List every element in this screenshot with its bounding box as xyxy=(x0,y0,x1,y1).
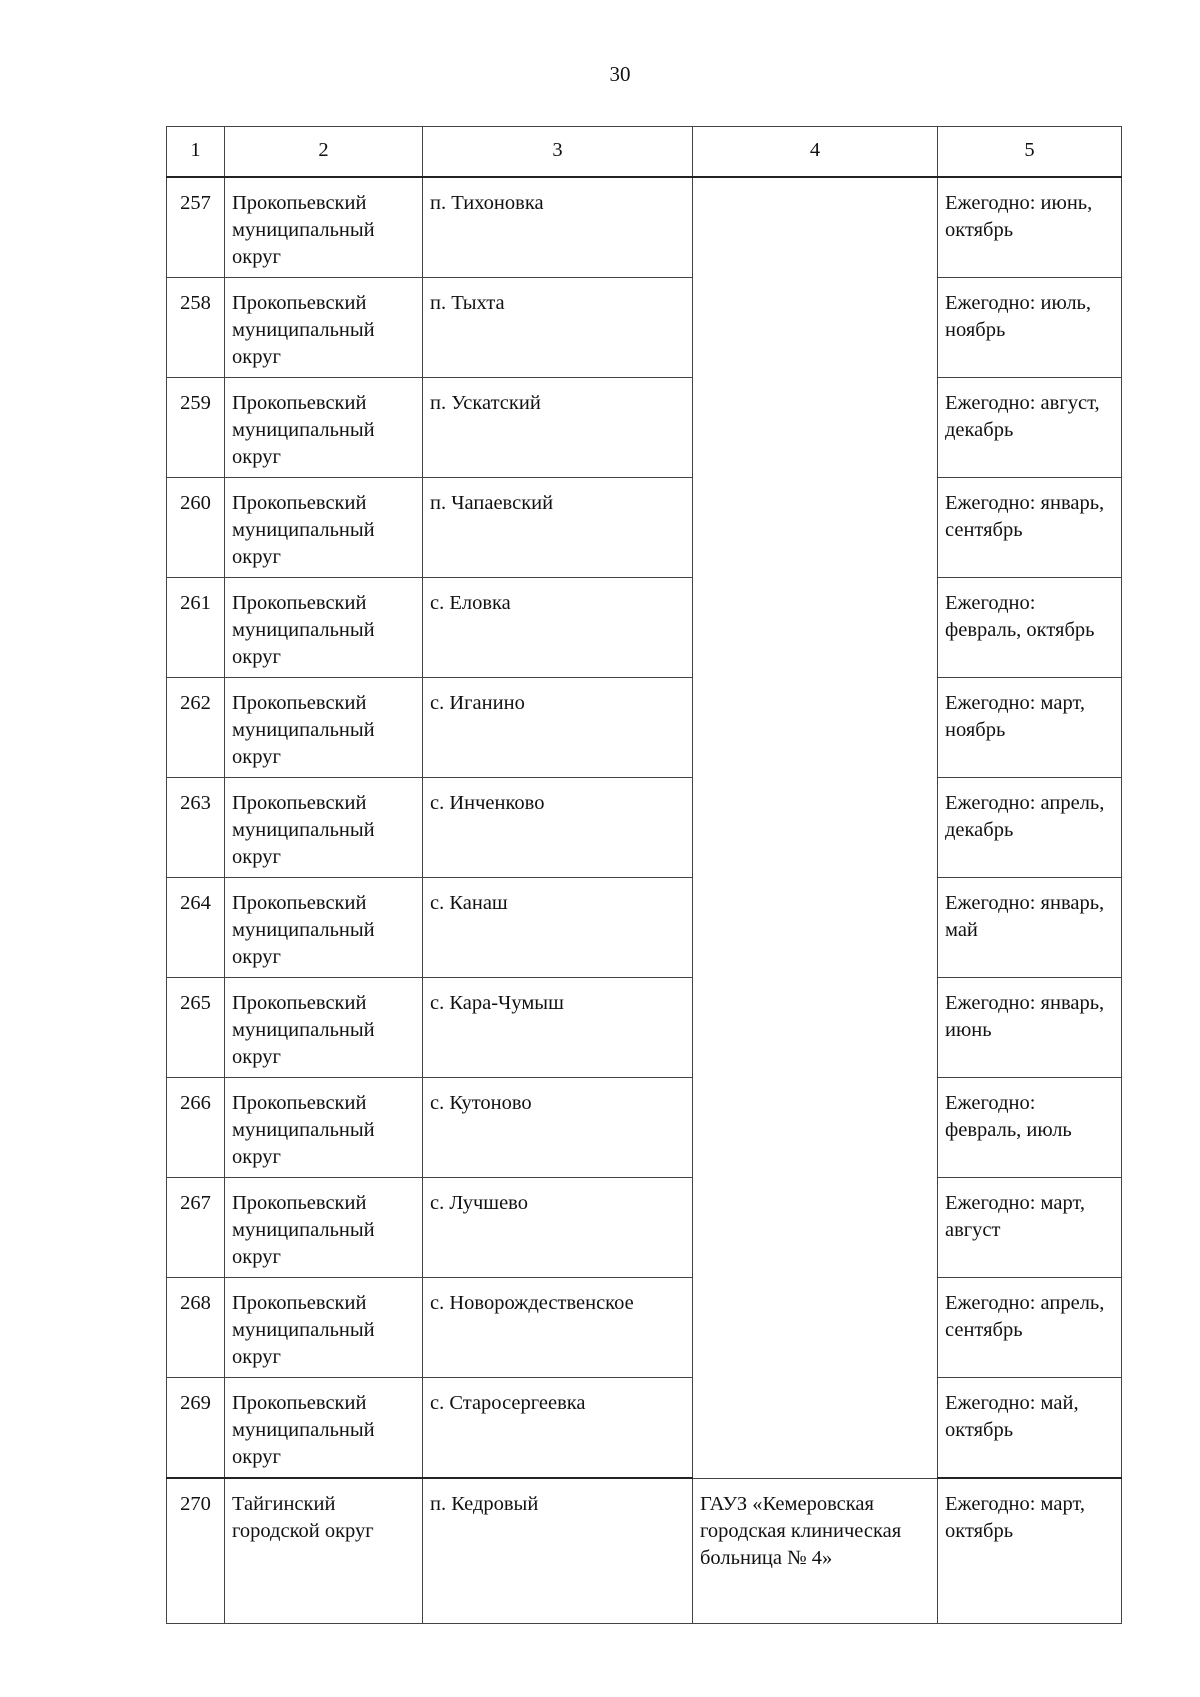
table-row xyxy=(167,1378,1122,1479)
schedule-cell: Ежегодно: март, октябрь xyxy=(938,1478,1122,1624)
district-cell: Прокопьевский муниципальный округ xyxy=(225,878,423,978)
header-cell: 3 xyxy=(423,127,693,178)
row-number: 261 xyxy=(167,578,225,678)
schedule-cell: Ежегодно: апрель, сентябрь xyxy=(938,1278,1122,1378)
table-row xyxy=(167,978,1122,1078)
district-cell: Прокопьевский муниципальный округ xyxy=(225,1278,423,1378)
table-row xyxy=(167,478,1122,578)
settlement-cell: с. Кара-Чумыш xyxy=(423,978,693,1078)
table-row xyxy=(167,878,1122,978)
district-cell: Тайгинский городской округ xyxy=(225,1478,423,1624)
row-number: 262 xyxy=(167,678,225,778)
row-number: 260 xyxy=(167,478,225,578)
table-row xyxy=(167,1178,1122,1278)
schedule-cell: Ежегодно: июнь, октябрь xyxy=(938,177,1122,278)
row-number: 257 xyxy=(167,177,225,278)
schedule-cell: Ежегодно: июль, ноябрь xyxy=(938,278,1122,378)
schedule-table xyxy=(166,126,1122,1624)
schedule-cell: Ежегодно: январь, июнь xyxy=(938,978,1122,1078)
header-cell: 1 xyxy=(167,127,225,178)
settlement-cell: п. Ускатский xyxy=(423,378,693,478)
schedule-cell: Ежегодно: март, август xyxy=(938,1178,1122,1278)
settlement-cell: п. Тихоновка xyxy=(423,177,693,278)
district-cell: Прокопьевский муниципальный округ xyxy=(225,278,423,378)
schedule-cell: Ежегодно: январь, сентябрь xyxy=(938,478,1122,578)
row-number: 267 xyxy=(167,1178,225,1278)
settlement-cell: с. Еловка xyxy=(423,578,693,678)
row-number: 269 xyxy=(167,1378,225,1479)
table-row xyxy=(167,678,1122,778)
row-number: 266 xyxy=(167,1078,225,1178)
district-cell: Прокопьевский муниципальный округ xyxy=(225,478,423,578)
table-row xyxy=(167,778,1122,878)
organization-cell: ГАУЗ «Кемеровская городская клиническая больница № 4» xyxy=(693,1478,938,1624)
schedule-cell: Ежегодно: май, октябрь xyxy=(938,1378,1122,1479)
table-row xyxy=(167,1078,1122,1178)
header-cell: 4 xyxy=(693,127,938,178)
district-cell: Прокопьевский муниципальный округ xyxy=(225,678,423,778)
table-header-row xyxy=(167,127,1122,178)
district-cell: Прокопьевский муниципальный округ xyxy=(225,177,423,278)
district-cell: Прокопьевский муниципальный округ xyxy=(225,378,423,478)
schedule-cell: Ежегодно: февраль, октябрь xyxy=(938,578,1122,678)
settlement-cell: п. Кедровый xyxy=(423,1478,693,1624)
district-cell: Прокопьевский муниципальный округ xyxy=(225,1378,423,1479)
district-cell: Прокопьевский муниципальный округ xyxy=(225,978,423,1078)
organization-cell-empty xyxy=(693,177,938,1478)
row-number: 264 xyxy=(167,878,225,978)
row-number: 259 xyxy=(167,378,225,478)
settlement-cell: с. Иганино xyxy=(423,678,693,778)
header-cell: 2 xyxy=(225,127,423,178)
settlement-cell: п. Чапаевский xyxy=(423,478,693,578)
row-number: 265 xyxy=(167,978,225,1078)
settlement-cell: с. Новорождественское xyxy=(423,1278,693,1378)
row-number: 270 xyxy=(167,1478,225,1624)
schedule-cell: Ежегодно: апрель, декабрь xyxy=(938,778,1122,878)
header-cell: 5 xyxy=(938,127,1122,178)
row-number: 263 xyxy=(167,778,225,878)
settlement-cell: с. Инченково xyxy=(423,778,693,878)
table-row xyxy=(167,1478,1122,1624)
page-number: 30 xyxy=(609,62,631,86)
row-number: 268 xyxy=(167,1278,225,1378)
table-row xyxy=(167,378,1122,478)
row-number: 258 xyxy=(167,278,225,378)
settlement-cell: с. Лучшево xyxy=(423,1178,693,1278)
table-row xyxy=(167,578,1122,678)
schedule-cell: Ежегодно: март, ноябрь xyxy=(938,678,1122,778)
table-row xyxy=(167,177,1122,278)
schedule-cell: Ежегодно: январь, май xyxy=(938,878,1122,978)
settlement-cell: с. Старосергеевка xyxy=(423,1378,693,1479)
settlement-cell: с. Кутоново xyxy=(423,1078,693,1178)
settlement-cell: с. Канаш xyxy=(423,878,693,978)
settlement-cell: п. Тыхта xyxy=(423,278,693,378)
table-row xyxy=(167,1278,1122,1378)
schedule-cell: Ежегодно: август, декабрь xyxy=(938,378,1122,478)
district-cell: Прокопьевский муниципальный округ xyxy=(225,1178,423,1278)
district-cell: Прокопьевский муниципальный округ xyxy=(225,1078,423,1178)
table-row xyxy=(167,278,1122,378)
schedule-cell: Ежегодно: февраль, июль xyxy=(938,1078,1122,1178)
district-cell: Прокопьевский муниципальный округ xyxy=(225,578,423,678)
district-cell: Прокопьевский муниципальный округ xyxy=(225,778,423,878)
